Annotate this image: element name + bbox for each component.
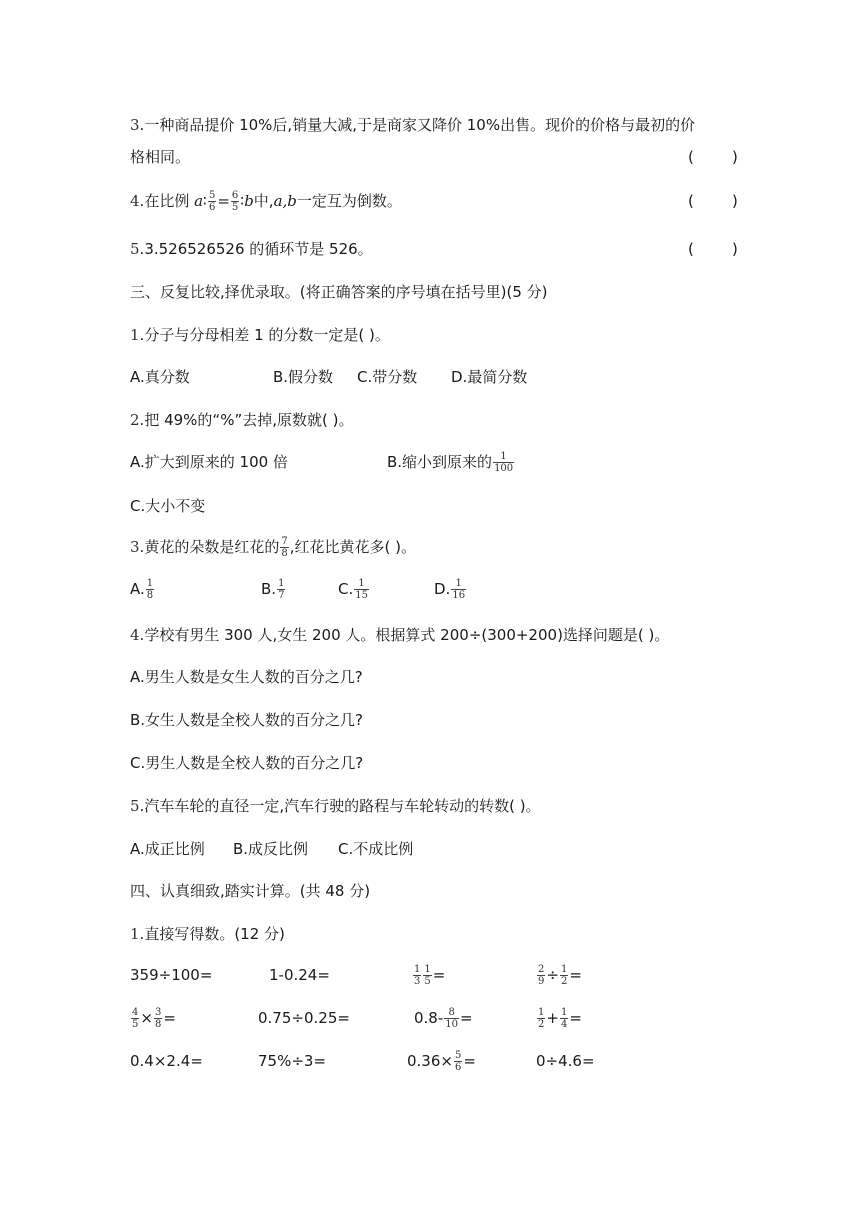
fraction: $\frac{5}{6}$	[454, 1050, 462, 1073]
fraction: $\frac{4}{5}$	[132, 1007, 139, 1030]
question-text: .在比例	[139, 192, 195, 210]
option-c[interactable]: C. $\frac{1}{15}$	[338, 578, 368, 601]
option-c[interactable]: C.男生人数是全校人数的百分之几?	[130, 754, 364, 772]
option-a[interactable]: A.男生人数是女生人数的百分之几?	[130, 668, 363, 686]
question-text: .学校有男生 300 人,女生 200 人。根据算式 200÷(300+200)选择问题是( )。	[139, 626, 670, 644]
calc-item: 0.8- $\frac{8}{10}$ =	[414, 1007, 473, 1030]
question-number: 2	[130, 411, 140, 429]
fraction: $\frac{8}{10}$	[445, 1007, 459, 1030]
question-text: ,红花比黄花多( )。	[289, 538, 416, 556]
answer-blank[interactable]: ( )	[688, 148, 738, 166]
s4-q1	[130, 923, 285, 945]
question-number: 5	[130, 797, 140, 815]
calc-item: $\frac{4}{5}$ × $\frac{3}{8}$ =	[132, 1007, 176, 1030]
fraction: $\frac{7}{8}$	[281, 536, 288, 559]
section-title: 四、认真细致,踏实计算。(共 48 分)	[130, 882, 371, 900]
option-a[interactable]: A.扩大到原来的 100 倍	[130, 453, 288, 471]
question-number: 1	[130, 326, 140, 344]
calc-item: 0.75÷0.25=	[258, 1009, 350, 1027]
judge-q4	[130, 190, 402, 213]
section-title: 三、反复比较,择优录取。(将正确答案的序号填在括号里)(5 分)	[130, 283, 548, 301]
calc-item: 1-0.24=	[269, 966, 330, 984]
option-b[interactable]: B.成反比例	[233, 840, 309, 858]
fraction: $\frac{1}{2}$	[538, 1007, 545, 1030]
question-text: .一种商品提价 10%后,销量大减,于是商家又降价 10%出售。现价的价格与最初的价	[139, 116, 696, 134]
question-text: .3.526526526 的循环节是 526。	[139, 240, 373, 258]
s3-q2	[130, 409, 353, 431]
question-text: .把 49%的“%”去掉,原数就( )。	[139, 411, 354, 429]
calc-item: 0.36× $\frac{5}{6}$ =	[407, 1050, 476, 1073]
option-a[interactable]: A.真分数	[130, 368, 190, 386]
answer-blank[interactable]: ( )	[688, 240, 738, 258]
fraction: $\frac{1}{8}$	[146, 578, 154, 601]
variable-a: a	[194, 192, 204, 210]
variable-b: b	[244, 192, 254, 210]
s3-q3	[130, 536, 416, 559]
calc-item: 75%÷3=	[258, 1052, 327, 1070]
variables-ab: a,b	[273, 192, 297, 210]
option-d[interactable]: D. $\frac{1}{16}$	[434, 578, 466, 601]
question-text: 中,	[253, 192, 274, 210]
fraction: $\frac{1}{2}$	[560, 964, 568, 987]
ratio-colon: ∶	[203, 192, 207, 210]
question-text: 格相同。	[130, 148, 191, 166]
question-number: 5	[130, 240, 140, 258]
fraction: $\frac{6}{5}$	[231, 190, 239, 213]
question-text: .汽车车轮的直径一定,汽车行驶的路程与车轮转动的转数( )。	[139, 797, 541, 815]
calc-item: 359÷100=	[130, 966, 213, 984]
fraction: $\frac{5}{6}$	[208, 190, 216, 213]
fraction: $\frac{1}{5}$	[424, 964, 431, 987]
question-number: 3	[130, 538, 140, 556]
fraction: $\frac{1}{16}$	[452, 578, 466, 601]
question-number: 4	[130, 192, 140, 210]
calc-item: $\frac{1}{3}$ $\frac{1}{5}$ =	[414, 964, 446, 987]
ratio-colon: ∶	[240, 192, 245, 210]
judge-q3-line1	[130, 114, 695, 136]
s3-q5	[130, 795, 541, 817]
question-text: .黄花的朵数是红花的	[139, 538, 280, 556]
option-b[interactable]: B. $\frac{1}{7}$	[261, 578, 285, 601]
question-text: .直接写得数。(12 分)	[139, 925, 285, 943]
question-number: 1	[130, 925, 140, 943]
calc-item: $\frac{2}{9}$ ÷ $\frac{1}{2}$ =	[538, 964, 582, 987]
option-c[interactable]: C.大小不变	[130, 497, 206, 515]
option-a[interactable]: A.成正比例	[130, 840, 205, 858]
option-c[interactable]: C.带分数	[357, 368, 418, 386]
question-text: 一定互为倒数。	[296, 192, 402, 210]
fraction: $\frac{1}{100}$	[494, 451, 514, 474]
question-number: 4	[130, 626, 140, 644]
judge-q5	[130, 238, 373, 260]
calc-item: 0.4×2.4=	[130, 1052, 203, 1070]
answer-blank[interactable]: ( )	[688, 192, 738, 210]
calc-item: $\frac{1}{2}$ + $\frac{1}{4}$ =	[538, 1007, 582, 1030]
option-b[interactable]: B.缩小到原来的 $\frac{1}{100}$	[387, 451, 514, 474]
option-b[interactable]: B.女生人数是全校人数的百分之几?	[130, 711, 364, 729]
option-d[interactable]: D.最简分数	[451, 368, 528, 386]
equals-sign: =	[217, 192, 230, 210]
fraction: $\frac{1}{3}$	[414, 964, 421, 987]
option-a[interactable]: A. $\frac{1}{8}$	[130, 578, 154, 601]
fraction: $\frac{1}{7}$	[278, 578, 285, 601]
s3-q1	[130, 324, 390, 346]
question-text: .分子与分母相差 1 的分数一定是( )。	[139, 326, 390, 344]
fraction: $\frac{1}{15}$	[355, 578, 368, 601]
question-number: 3	[130, 116, 140, 134]
option-b[interactable]: B.假分数	[273, 368, 334, 386]
s3-q4	[130, 624, 669, 646]
fraction: $\frac{1}{4}$	[560, 1007, 568, 1030]
fraction: $\frac{3}{8}$	[154, 1007, 162, 1030]
option-c[interactable]: C.不成比例	[338, 840, 414, 858]
fraction: $\frac{2}{9}$	[538, 964, 545, 987]
judge-q3-line2	[130, 146, 190, 168]
calc-item: 0÷4.6=	[536, 1052, 595, 1070]
